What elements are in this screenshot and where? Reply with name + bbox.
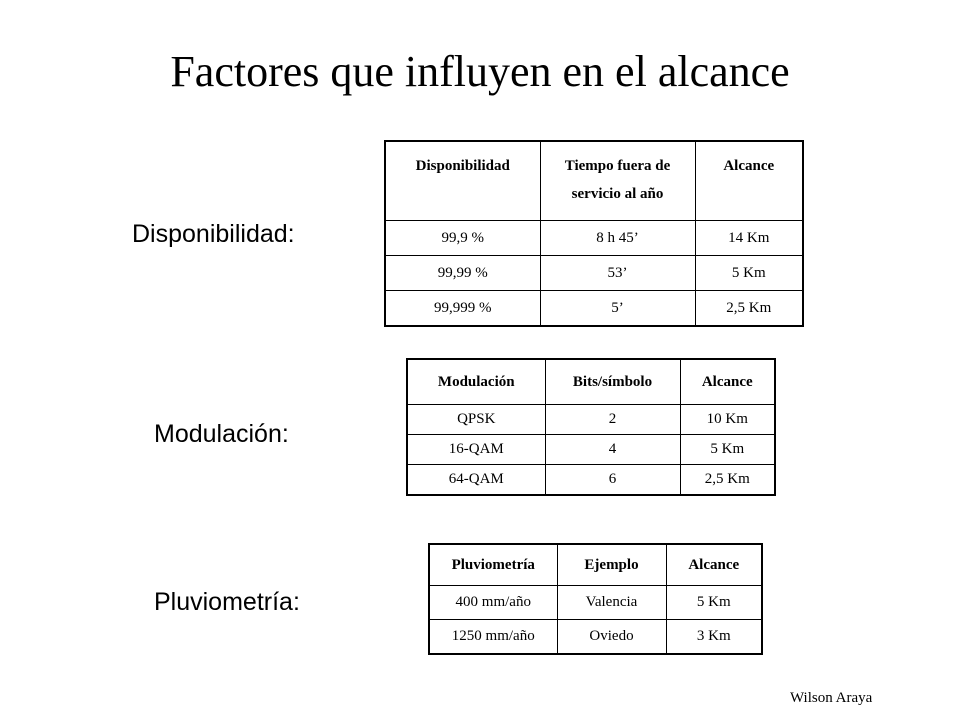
header-cell: Modulación <box>407 359 545 405</box>
table-row <box>429 620 762 655</box>
table-cell: 16-QAM <box>407 435 545 465</box>
table-cell: 5’ <box>540 291 695 327</box>
table-cell: 1250 mm/año <box>429 620 557 655</box>
table-row <box>407 405 775 435</box>
table-cell: 14 Km <box>695 221 803 256</box>
author-footer: Wilson Araya <box>790 690 873 706</box>
header-cell: Bits/símbolo <box>545 359 680 405</box>
table-row <box>407 435 775 465</box>
header-cell: Alcance <box>666 544 762 586</box>
table-row <box>385 221 803 256</box>
table-row <box>385 291 803 327</box>
table-cell: 99,9 % <box>385 221 540 256</box>
table-cell: 99,99 % <box>385 256 540 291</box>
table-cell: 53’ <box>540 256 695 291</box>
table-cell: 99,999 % <box>385 291 540 327</box>
table-row <box>385 256 803 291</box>
table-header-row <box>385 141 803 221</box>
table-cell: QPSK <box>407 405 545 435</box>
table-cell: Valencia <box>557 586 666 620</box>
table-row <box>429 586 762 620</box>
disponibilidad-table <box>384 140 804 327</box>
header-cell: Disponibilidad <box>385 141 540 221</box>
table-cell: 400 mm/año <box>429 586 557 620</box>
pluviometria-label: Pluviometría: <box>154 588 300 616</box>
table-cell: 10 Km <box>680 405 775 435</box>
table-cell: 2,5 Km <box>695 291 803 327</box>
table-cell: 4 <box>545 435 680 465</box>
table-cell: 3 Km <box>666 620 762 655</box>
header-cell: Alcance <box>680 359 775 405</box>
table-cell: 64-QAM <box>407 465 545 496</box>
modulacion-label: Modulación: <box>154 420 289 448</box>
table-header-row <box>407 359 775 405</box>
table-row <box>407 465 775 496</box>
table-cell: 2,5 Km <box>680 465 775 496</box>
table-cell: 6 <box>545 465 680 496</box>
header-cell: Pluviometría <box>429 544 557 586</box>
header-cell: Alcance <box>695 141 803 221</box>
table-cell: Oviedo <box>557 620 666 655</box>
table-cell: 5 Km <box>666 586 762 620</box>
table-cell: 2 <box>545 405 680 435</box>
pluviometria-table <box>428 543 763 655</box>
table-cell: 5 Km <box>680 435 775 465</box>
header-cell: Ejemplo <box>557 544 666 586</box>
table-cell: 5 Km <box>695 256 803 291</box>
table-header-row <box>429 544 762 586</box>
modulacion-table <box>406 358 776 496</box>
table-cell: 8 h 45’ <box>540 221 695 256</box>
header-cell: Tiempo fuera de servicio al año <box>540 141 695 221</box>
disponibilidad-label: Disponibilidad: <box>132 220 295 248</box>
slide-title: Factores que influyen en el alcance <box>170 47 790 96</box>
